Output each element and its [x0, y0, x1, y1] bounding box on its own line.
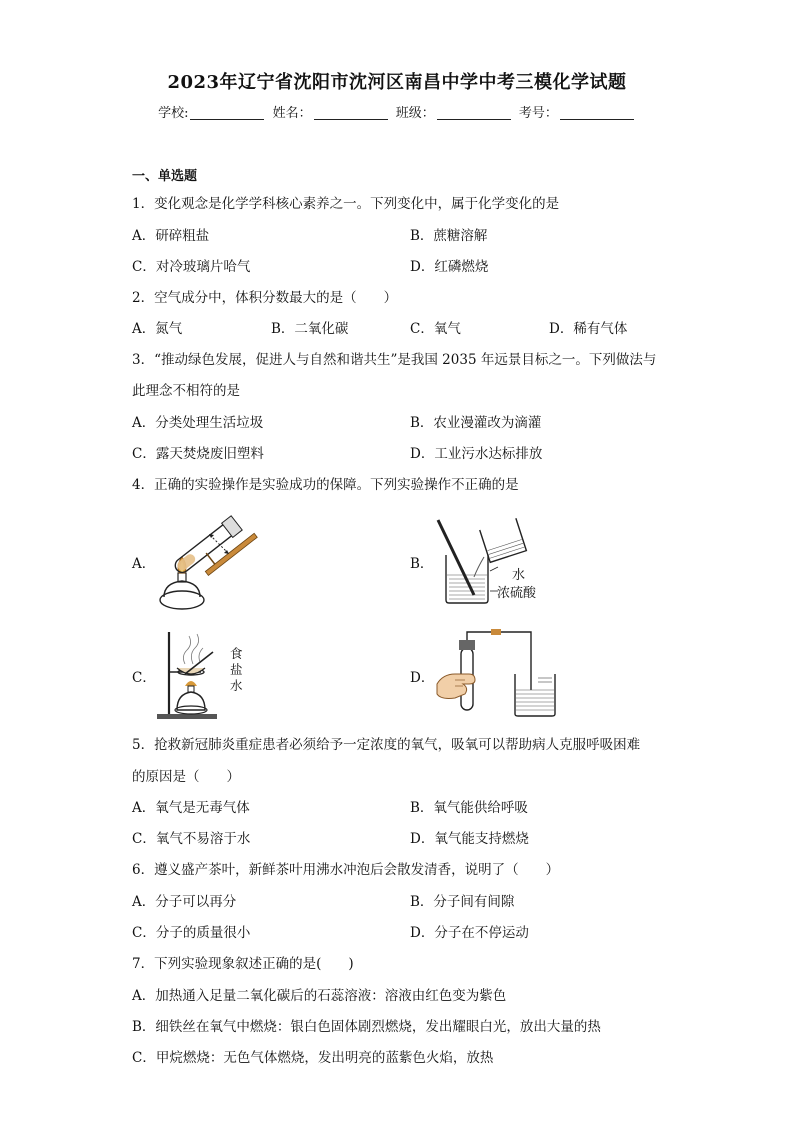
- concentrated-acid-label: 浓硫酸: [497, 586, 537, 601]
- q3-option-b[interactable]: B．农业漫灌改为滴灌: [410, 415, 542, 431]
- q1-option-c[interactable]: C．对冷玻璃片哈气: [132, 259, 251, 275]
- water-label: 水: [512, 568, 526, 583]
- number-blank[interactable]: [560, 105, 634, 120]
- q5-stem-line2: 的原因是（ ）: [132, 769, 240, 785]
- q6-option-a[interactable]: A．分子可以再分: [132, 894, 237, 910]
- name-label: 姓名：: [272, 106, 312, 121]
- q2-option-d[interactable]: D．稀有气体: [549, 321, 628, 337]
- q6-option-d[interactable]: D．分子在不停运动: [410, 925, 529, 941]
- q1-stem: 1．变化观念是化学学科核心素养之一。下列变化中，属于化学变化的是: [132, 196, 560, 212]
- q1-option-d[interactable]: D．红磷燃烧: [410, 259, 489, 275]
- student-info-row: [0, 102, 794, 121]
- q4-option-b[interactable]: B．: [410, 556, 434, 572]
- school-label: 学校:: [158, 106, 189, 121]
- q2-option-b[interactable]: B．二氧化碳: [271, 321, 349, 337]
- q7-option-c[interactable]: C．甲烷燃烧：无色气体燃烧，发出明亮的蓝紫色火焰，放热: [132, 1050, 494, 1066]
- q4-option-c[interactable]: C．: [132, 670, 156, 686]
- airtightness-check-figure: [435, 628, 565, 720]
- q1-option-b[interactable]: B．蔗糖溶解: [410, 228, 488, 244]
- number-label: 考号：: [518, 106, 558, 121]
- q4-option-a[interactable]: A．: [132, 556, 156, 572]
- q5-option-b[interactable]: B．氧气能供给呼吸: [410, 800, 528, 816]
- q5-stem-line1: 5．抢救新冠肺炎重症患者必须给予一定浓度的氧气，吸氧可以帮助病人克服呼吸困难: [132, 737, 641, 753]
- q3-stem-line1: 3．“推动绿色发展，促进人与自然和谐共生”是我国 2035 年远景目标之一。下列做法与: [132, 352, 657, 368]
- q5-option-a[interactable]: A．氧气是无毒气体: [132, 800, 250, 816]
- test-tube-heating-figure: [150, 505, 260, 615]
- class-label: 班级：: [395, 106, 435, 121]
- q5-option-d[interactable]: D．氧气能支持燃烧: [410, 831, 529, 847]
- q6-option-b[interactable]: B．分子间有间隙: [410, 894, 515, 910]
- q2-stem: 2．空气成分中，体积分数最大的是（ ）: [132, 290, 398, 306]
- q5-option-c[interactable]: C．氧气不易溶于水: [132, 831, 251, 847]
- q1-option-a[interactable]: A．研碎粗盐: [132, 228, 210, 244]
- q7-option-a[interactable]: A．加热通入足量二氧化碳后的石蕊溶液：溶液由红色变为紫色: [132, 988, 507, 1004]
- evaporation-figure: [155, 628, 235, 723]
- salt-water-label-3: 水: [230, 678, 243, 693]
- name-blank[interactable]: [314, 105, 388, 120]
- q3-option-c[interactable]: C．露天焚烧废旧塑料: [132, 446, 264, 462]
- q6-option-c[interactable]: C．分子的质量很小: [132, 925, 251, 941]
- class-blank[interactable]: [437, 105, 511, 120]
- section-heading: 一、单选题: [132, 169, 198, 184]
- q7-stem: 7．下列实验现象叙述正确的是( ): [132, 956, 354, 972]
- salt-water-label-2: 盐: [230, 662, 243, 677]
- salt-water-label-1: 食: [230, 646, 243, 661]
- q7-option-b[interactable]: B．细铁丝在氧气中燃烧：银白色固体剧烈燃烧，发出耀眼白光，放出大量的热: [132, 1019, 601, 1035]
- school-blank[interactable]: [190, 105, 264, 120]
- q6-stem: 6．遵义盛产茶叶，新鲜茶叶用沸水冲泡后会散发清香，说明了（ ）: [132, 862, 560, 878]
- q3-option-d[interactable]: D．工业污水达标排放: [410, 446, 543, 462]
- q3-option-a[interactable]: A．分类处理生活垃圾: [132, 415, 264, 431]
- q2-option-c[interactable]: C．氧气: [410, 321, 461, 337]
- q4-option-d[interactable]: D．: [410, 670, 435, 686]
- q4-stem: 4．正确的实验操作是实验成功的保障。下列实验操作不正确的是: [132, 477, 519, 493]
- q3-stem-line2: 此理念不相符的是: [132, 383, 240, 399]
- q2-option-a[interactable]: A．氮气: [132, 321, 183, 337]
- page-title: 2023年辽宁省沈阳市沈河区南昌中学中考三模化学试题: [167, 72, 627, 93]
